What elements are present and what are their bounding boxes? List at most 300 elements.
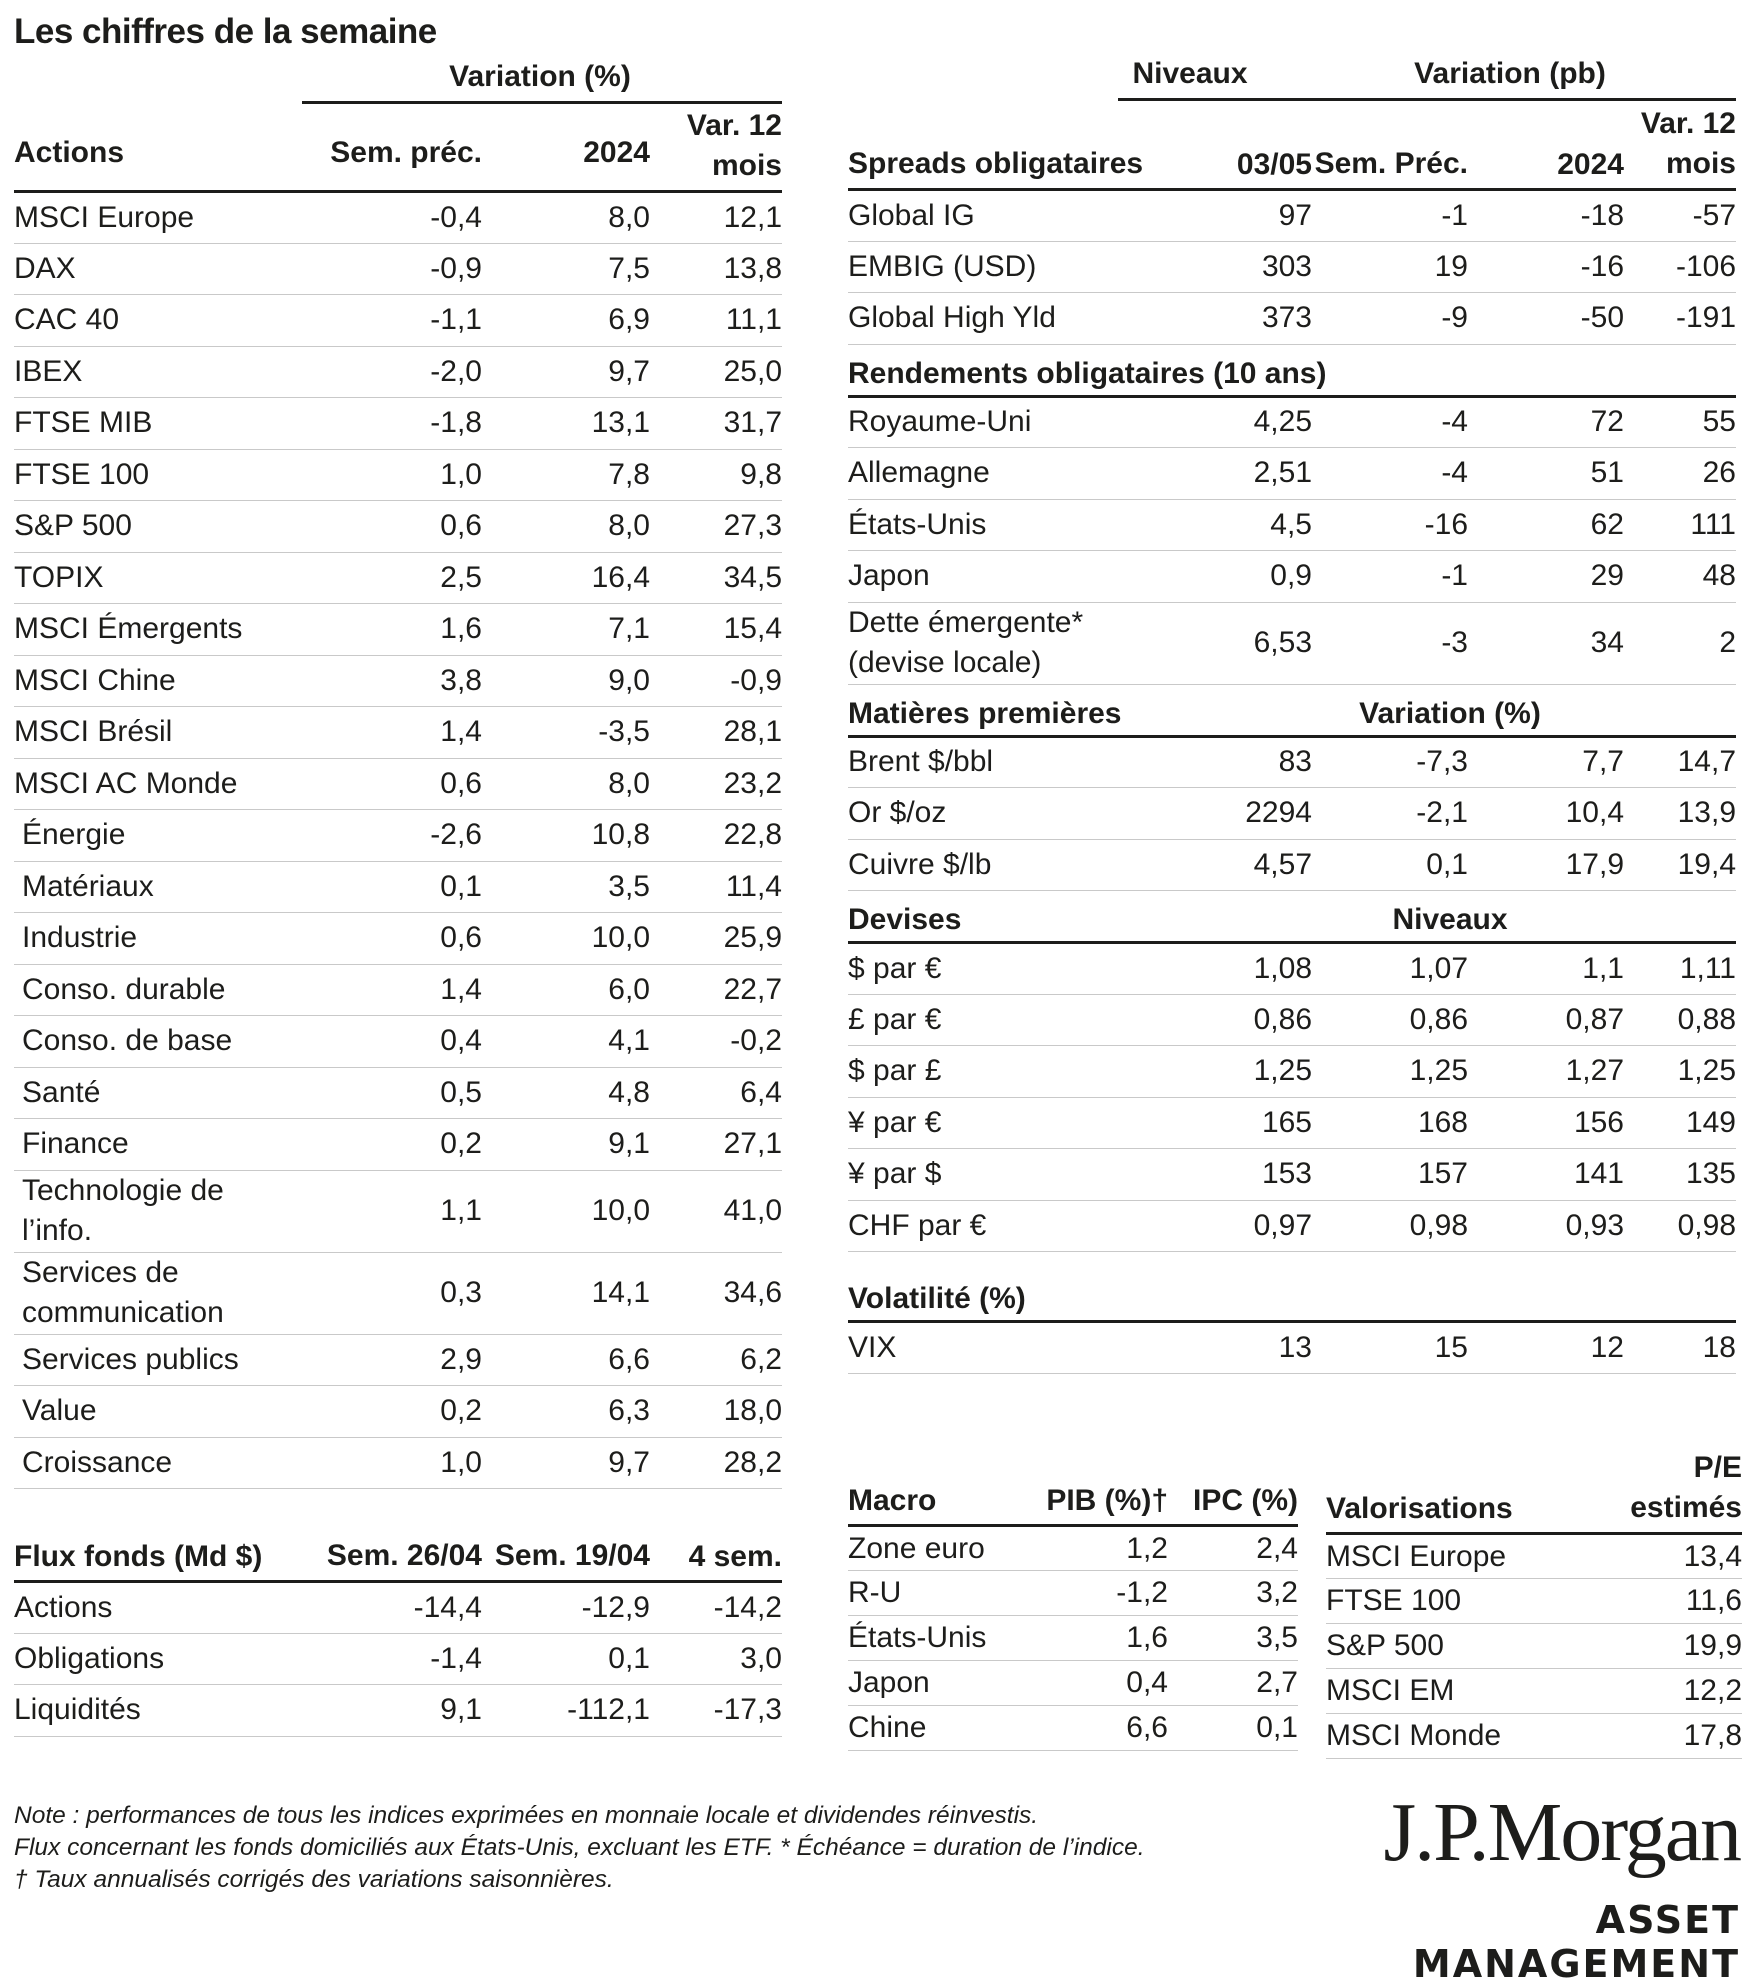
cell-value: 13 (1164, 1322, 1312, 1374)
row-label: Liquidités (14, 1685, 302, 1737)
cell-value: 16,4 (482, 552, 650, 604)
cell-value: 19 (1312, 241, 1468, 293)
row-label: Services publics (14, 1334, 302, 1386)
cell-value: -1 (1312, 551, 1468, 603)
cell-value: 0,6 (302, 758, 482, 810)
cell-value: -2,1 (1312, 788, 1468, 840)
cell-value: 10,4 (1468, 788, 1624, 840)
cell-value: 55 (1624, 396, 1736, 448)
cell-value: 2,4 (1168, 1526, 1298, 1571)
cell-value: 51 (1468, 448, 1624, 500)
matieres-section-group-label: Variation (%) (1164, 684, 1736, 736)
cell-value: 13,4 (1596, 1534, 1742, 1579)
cell-value: 14,7 (1624, 736, 1736, 788)
row-label: $ par € (848, 943, 1164, 995)
cell-value: 1,08 (1164, 943, 1312, 995)
row-label: Dette émergente* (devise locale) (848, 602, 1164, 684)
row-label: Global High Yld (848, 293, 1164, 345)
cell-value: 0,3 (302, 1252, 482, 1334)
actions-row (14, 604, 782, 656)
cell-value: 165 (1164, 1097, 1312, 1149)
cell-value: 8,0 (482, 501, 650, 553)
cell-value: 0,1 (1312, 839, 1468, 891)
cell-value: -191 (1624, 293, 1736, 345)
macro-row (848, 1616, 1298, 1661)
variation-pb-group-label: Variation (pb) (1414, 57, 1606, 90)
cell-value: 6,6 (482, 1334, 650, 1386)
cell-value: 6,4 (650, 1067, 782, 1119)
cell-value: 1,6 (302, 604, 482, 656)
cell-value: 3,0 (650, 1633, 782, 1685)
cell-value: 3,8 (302, 655, 482, 707)
cell-value: 15 (1312, 1322, 1468, 1374)
row-label: ¥ par $ (848, 1149, 1164, 1201)
cell-value: 7,7 (1468, 736, 1624, 788)
valorisations-table (1326, 1448, 1742, 1759)
actions-row (14, 1067, 782, 1119)
row-label: Allemagne (848, 448, 1164, 500)
cell-value: 8,0 (482, 758, 650, 810)
actions-header: Actions (14, 106, 302, 192)
footnotes (14, 1800, 1224, 1896)
cell-value: -106 (1624, 241, 1736, 293)
spread-row (848, 293, 1736, 345)
flux-row (14, 1582, 782, 1634)
cell-value: 0,86 (1164, 994, 1312, 1046)
cell-value: 11,4 (650, 861, 782, 913)
cell-value: 6,9 (482, 295, 650, 347)
cell-value: 18,0 (650, 1386, 782, 1438)
cell-value: 62 (1468, 499, 1624, 551)
cell-value: 135 (1624, 1149, 1736, 1201)
cell-value: 1,11 (1624, 943, 1736, 995)
cell-value: -1,2 (1028, 1571, 1168, 1616)
cell-value: 11,6 (1596, 1579, 1742, 1624)
actions-row (14, 1119, 782, 1171)
cell-value: 11,1 (650, 295, 782, 347)
col-2024-pb: 2024 (1468, 104, 1624, 190)
cell-value: 34,5 (650, 552, 782, 604)
niveaux-group-label: Niveaux (1132, 57, 1248, 90)
markets-table (848, 104, 1736, 1374)
cell-value: 0,86 (1312, 994, 1468, 1046)
cell-value: -2,6 (302, 810, 482, 862)
row-label: MSCI EM (1326, 1669, 1596, 1714)
row-label: DAX (14, 243, 302, 295)
cell-value: -0,9 (650, 655, 782, 707)
rendement-row (848, 602, 1736, 684)
cell-value: 12,1 (650, 192, 782, 244)
cell-value: 0,4 (302, 1016, 482, 1068)
row-label: Cuivre $/lb (848, 839, 1164, 891)
row-label: États-Unis (848, 499, 1164, 551)
row-label: TOPIX (14, 552, 302, 604)
cell-value: -57 (1624, 190, 1736, 242)
actions-table (14, 106, 782, 1489)
col-pe: P/E estimés (1596, 1448, 1742, 1534)
cell-value: 12 (1468, 1322, 1624, 1374)
cell-value: 10,0 (482, 913, 650, 965)
cell-value: 17,9 (1468, 839, 1624, 891)
cell-value: -50 (1468, 293, 1624, 345)
cell-value: 1,4 (302, 707, 482, 759)
cell-value: 0,97 (1164, 1200, 1312, 1252)
cell-value: 9,7 (482, 1437, 650, 1489)
cell-value: 3,2 (1168, 1571, 1298, 1616)
row-label: EMBIG (USD) (848, 241, 1164, 293)
cell-value: 18 (1624, 1322, 1736, 1374)
macro-row (848, 1526, 1298, 1571)
cell-value: 28,2 (650, 1437, 782, 1489)
asset-management-wordmark: ASSET MANAGEMENT (1412, 1898, 1740, 1986)
col-var-12-mois-pb: Var. 12 mois (1624, 104, 1736, 190)
row-label: Matériaux (14, 861, 302, 913)
devises-section (848, 891, 1736, 943)
cell-value: -3 (1312, 602, 1468, 684)
cell-value: 1,07 (1312, 943, 1468, 995)
cell-value: 19,9 (1596, 1624, 1742, 1669)
row-label: Services de communication (14, 1252, 302, 1334)
cell-value: -17,3 (650, 1685, 782, 1737)
row-label: VIX (848, 1322, 1164, 1374)
cell-value: 157 (1312, 1149, 1468, 1201)
row-label: Croissance (14, 1437, 302, 1489)
cell-value: 303 (1164, 241, 1312, 293)
cell-value: 1,1 (302, 1170, 482, 1252)
cell-value: 41,0 (650, 1170, 782, 1252)
cell-value: -7,3 (1312, 736, 1468, 788)
cell-value: 2 (1624, 602, 1736, 684)
cell-value: 22,7 (650, 964, 782, 1016)
actions-row (14, 346, 782, 398)
rendement-row (848, 448, 1736, 500)
note-line: Note : performances de tous les indices exprimées en monnaie locale et dividendes réinvestis. (14, 1802, 1039, 1829)
macro-table (848, 1482, 1298, 1751)
cell-value: 7,1 (482, 604, 650, 656)
cell-value: -14,4 (302, 1582, 482, 1634)
col-sem-2604: Sem. 26/04 (302, 1536, 482, 1582)
row-label: FTSE 100 (14, 449, 302, 501)
cell-value: 1,27 (1468, 1046, 1624, 1098)
matieres-section (848, 684, 1736, 736)
cell-value: -1,4 (302, 1633, 482, 1685)
actions-row (14, 449, 782, 501)
col-pib: PIB (%)† (1028, 1482, 1168, 1526)
actions-row (14, 552, 782, 604)
cell-value: 25,9 (650, 913, 782, 965)
row-label: États-Unis (848, 1616, 1028, 1661)
flux-table (14, 1536, 782, 1737)
cell-value: 0,4 (1028, 1661, 1168, 1706)
page-title: Les chiffres de la semaine (14, 12, 437, 51)
cell-value: -0,2 (650, 1016, 782, 1068)
row-label: S&P 500 (14, 501, 302, 553)
actions-row (14, 1437, 782, 1489)
actions-row (14, 913, 782, 965)
cell-value: 31,7 (650, 398, 782, 450)
rendement-row (848, 396, 1736, 448)
cell-value: 1,0 (302, 449, 482, 501)
cell-value: 373 (1164, 293, 1312, 345)
cell-value: -4 (1312, 448, 1468, 500)
spread-row (848, 190, 1736, 242)
valorisation-row (1326, 1579, 1742, 1624)
cell-value: 9,8 (650, 449, 782, 501)
cell-value: -14,2 (650, 1582, 782, 1634)
flux-header: Flux fonds (Md $) (14, 1536, 302, 1582)
volatilite-section (848, 1270, 1736, 1322)
row-label: S&P 500 (1326, 1624, 1596, 1669)
cell-value: 0,93 (1468, 1200, 1624, 1252)
row-label: Conso. durable (14, 964, 302, 1016)
cell-value: 2,5 (302, 552, 482, 604)
actions-row (14, 758, 782, 810)
cell-value: -18 (1468, 190, 1624, 242)
volatilite-section-title: Volatilité (%) (848, 1270, 1736, 1322)
cell-value: 3,5 (1168, 1616, 1298, 1661)
actions-row (14, 1016, 782, 1068)
jpmorgan-logo: J.P.Morgan (1383, 1786, 1740, 1879)
actions-row (14, 707, 782, 759)
cell-value: 9,7 (482, 346, 650, 398)
row-label: IBEX (14, 346, 302, 398)
cell-value: 7,8 (482, 449, 650, 501)
cell-value: 10,8 (482, 810, 650, 862)
spacer-cell (848, 1252, 1736, 1270)
row-label: Finance (14, 1119, 302, 1171)
actions-row (14, 398, 782, 450)
matiere-row (848, 736, 1736, 788)
row-label: £ par € (848, 994, 1164, 1046)
col-sem-prec-pb: Sem. Préc. (1312, 104, 1468, 190)
cell-value: 111 (1624, 499, 1736, 551)
row-label: Actions (14, 1582, 302, 1634)
spacer-row (848, 1252, 1736, 1270)
actions-row (14, 861, 782, 913)
right-group-rule (1118, 98, 1736, 101)
cell-value: 28,1 (650, 707, 782, 759)
cell-value: 9,0 (482, 655, 650, 707)
cell-value: 141 (1468, 1149, 1624, 1201)
cell-value: 1,2 (1028, 1526, 1168, 1571)
row-label: FTSE MIB (14, 398, 302, 450)
cell-value: 2,51 (1164, 448, 1312, 500)
cell-value: -0,9 (302, 243, 482, 295)
cell-value: -12,9 (482, 1582, 650, 1634)
cell-value: 17,8 (1596, 1714, 1742, 1759)
cell-value: 0,9 (1164, 551, 1312, 603)
cell-value: 0,1 (302, 861, 482, 913)
cell-value: 48 (1624, 551, 1736, 603)
rendements-section (848, 344, 1736, 396)
cell-value: 153 (1164, 1149, 1312, 1201)
cell-value: -4 (1312, 396, 1468, 448)
macro-header: Macro (848, 1482, 1028, 1526)
cell-value: 6,53 (1164, 602, 1312, 684)
actions-group-label: Variation (%) (449, 60, 631, 93)
cell-value: 9,1 (482, 1119, 650, 1171)
cell-value: 27,1 (650, 1119, 782, 1171)
note-line: Flux concernant les fonds domiciliés aux États-Unis, excluant les ETF. * Échéance = duration de l’indice. (14, 1834, 1145, 1861)
devises-section-group-label: Niveaux (1164, 891, 1736, 943)
row-label: Brent $/bbl (848, 736, 1164, 788)
cell-value: 12,2 (1596, 1669, 1742, 1714)
row-label: Industrie (14, 913, 302, 965)
cell-value: 168 (1312, 1097, 1468, 1149)
actions-group-rule (302, 101, 782, 104)
cell-value: 6,6 (1028, 1706, 1168, 1751)
row-label: Japon (848, 551, 1164, 603)
cell-value: -3,5 (482, 707, 650, 759)
actions-row (14, 964, 782, 1016)
cell-value: 4,8 (482, 1067, 650, 1119)
row-label: Zone euro (848, 1526, 1028, 1571)
cell-value: 83 (1164, 736, 1312, 788)
actions-row (14, 295, 782, 347)
valorisation-row (1326, 1714, 1742, 1759)
col-var-12-mois: Var. 12 mois (650, 106, 782, 192)
cell-value: 0,98 (1624, 1200, 1736, 1252)
row-label: CHF par € (848, 1200, 1164, 1252)
cell-value: 6,2 (650, 1334, 782, 1386)
col-0305: 03/05 (1164, 104, 1312, 190)
rendements-section-title: Rendements obligataires (10 ans) (848, 344, 1736, 396)
cell-value: -1,8 (302, 398, 482, 450)
actions-row (14, 1334, 782, 1386)
cell-value: 156 (1468, 1097, 1624, 1149)
cell-value: 3,5 (482, 861, 650, 913)
note-line: † Taux annualisés corrigés des variations saisonnières. (14, 1866, 614, 1893)
row-label: Global IG (848, 190, 1164, 242)
row-label: Royaume-Uni (848, 396, 1164, 448)
col-sem-1904: Sem. 19/04 (482, 1536, 650, 1582)
row-label: MSCI Europe (1326, 1534, 1596, 1579)
rendement-row (848, 499, 1736, 551)
cell-value: 6,0 (482, 964, 650, 1016)
cell-value: 0,1 (482, 1633, 650, 1685)
cell-value: 149 (1624, 1097, 1736, 1149)
cell-value: -9 (1312, 293, 1468, 345)
row-label: Santé (14, 1067, 302, 1119)
matiere-row (848, 788, 1736, 840)
devise-row (848, 943, 1736, 995)
actions-row (14, 501, 782, 553)
cell-value: 10,0 (482, 1170, 650, 1252)
actions-row (14, 1252, 782, 1334)
row-label: ¥ par € (848, 1097, 1164, 1149)
cell-value: 23,2 (650, 758, 782, 810)
cell-value: 8,0 (482, 192, 650, 244)
cell-value: 1,25 (1164, 1046, 1312, 1098)
cell-value: 6,3 (482, 1386, 650, 1438)
col-ipc: IPC (%) (1168, 1482, 1298, 1526)
row-label: Technologie de l’info. (14, 1170, 302, 1252)
devises-section-title: Devises (848, 891, 1164, 943)
flux-row (14, 1633, 782, 1685)
cell-value: 1,0 (302, 1437, 482, 1489)
cell-value: 7,5 (482, 243, 650, 295)
cell-value: 29 (1468, 551, 1624, 603)
cell-value: 97 (1164, 190, 1312, 242)
spreads-header: Spreads obligataires (848, 104, 1164, 190)
macro-row (848, 1571, 1298, 1616)
row-label: $ par £ (848, 1046, 1164, 1098)
macro-row (848, 1661, 1298, 1706)
devise-row (848, 1046, 1736, 1098)
cell-value: 9,1 (302, 1685, 482, 1737)
cell-value: 13,1 (482, 398, 650, 450)
cell-value: 0,6 (302, 913, 482, 965)
cell-value: 0,1 (1168, 1706, 1298, 1751)
cell-value: 4,57 (1164, 839, 1312, 891)
cell-value: 15,4 (650, 604, 782, 656)
cell-value: 1,6 (1028, 1616, 1168, 1661)
cell-value: -16 (1468, 241, 1624, 293)
cell-value: 2,9 (302, 1334, 482, 1386)
row-label: Chine (848, 1706, 1028, 1751)
actions-row (14, 1170, 782, 1252)
rendement-row (848, 551, 1736, 603)
cell-value: 25,0 (650, 346, 782, 398)
actions-row (14, 655, 782, 707)
cell-value: 0,2 (302, 1386, 482, 1438)
cell-value: 27,3 (650, 501, 782, 553)
devise-row (848, 1200, 1736, 1252)
cell-value: 13,9 (1624, 788, 1736, 840)
cell-value: 34 (1468, 602, 1624, 684)
cell-value: 26 (1624, 448, 1736, 500)
cell-value: 1,4 (302, 964, 482, 1016)
row-label: MSCI Monde (1326, 1714, 1596, 1759)
cell-value: 0,98 (1312, 1200, 1468, 1252)
cell-value: 72 (1468, 396, 1624, 448)
actions-row (14, 1386, 782, 1438)
cell-value: 34,6 (650, 1252, 782, 1334)
col-sem-prec: Sem. préc. (302, 106, 482, 192)
cell-value: -16 (1312, 499, 1468, 551)
cell-value: 1,25 (1312, 1046, 1468, 1098)
valorisation-row (1326, 1624, 1742, 1669)
flux-row (14, 1685, 782, 1737)
cell-value: 0,5 (302, 1067, 482, 1119)
col-4-sem: 4 sem. (650, 1536, 782, 1582)
cell-value: 1,25 (1624, 1046, 1736, 1098)
row-label: Énergie (14, 810, 302, 862)
row-label: MSCI Chine (14, 655, 302, 707)
row-label: Conso. de base (14, 1016, 302, 1068)
cell-value: -0,4 (302, 192, 482, 244)
actions-row (14, 810, 782, 862)
devise-row (848, 1097, 1736, 1149)
row-label: MSCI Brésil (14, 707, 302, 759)
row-label: Or $/oz (848, 788, 1164, 840)
devise-row (848, 994, 1736, 1046)
row-label: R-U (848, 1571, 1028, 1616)
cell-value: 13,8 (650, 243, 782, 295)
volatilite-row (848, 1322, 1736, 1374)
cell-value: -1,1 (302, 295, 482, 347)
cell-value: 22,8 (650, 810, 782, 862)
spread-row (848, 241, 1736, 293)
row-label: Value (14, 1386, 302, 1438)
matieres-section-title: Matières premières (848, 684, 1164, 736)
row-label: Japon (848, 1661, 1028, 1706)
row-label: FTSE 100 (1326, 1579, 1596, 1624)
matiere-row (848, 839, 1736, 891)
cell-value: 0,87 (1468, 994, 1624, 1046)
valorisation-row (1326, 1534, 1742, 1579)
valorisations-header: Valorisations (1326, 1448, 1596, 1534)
